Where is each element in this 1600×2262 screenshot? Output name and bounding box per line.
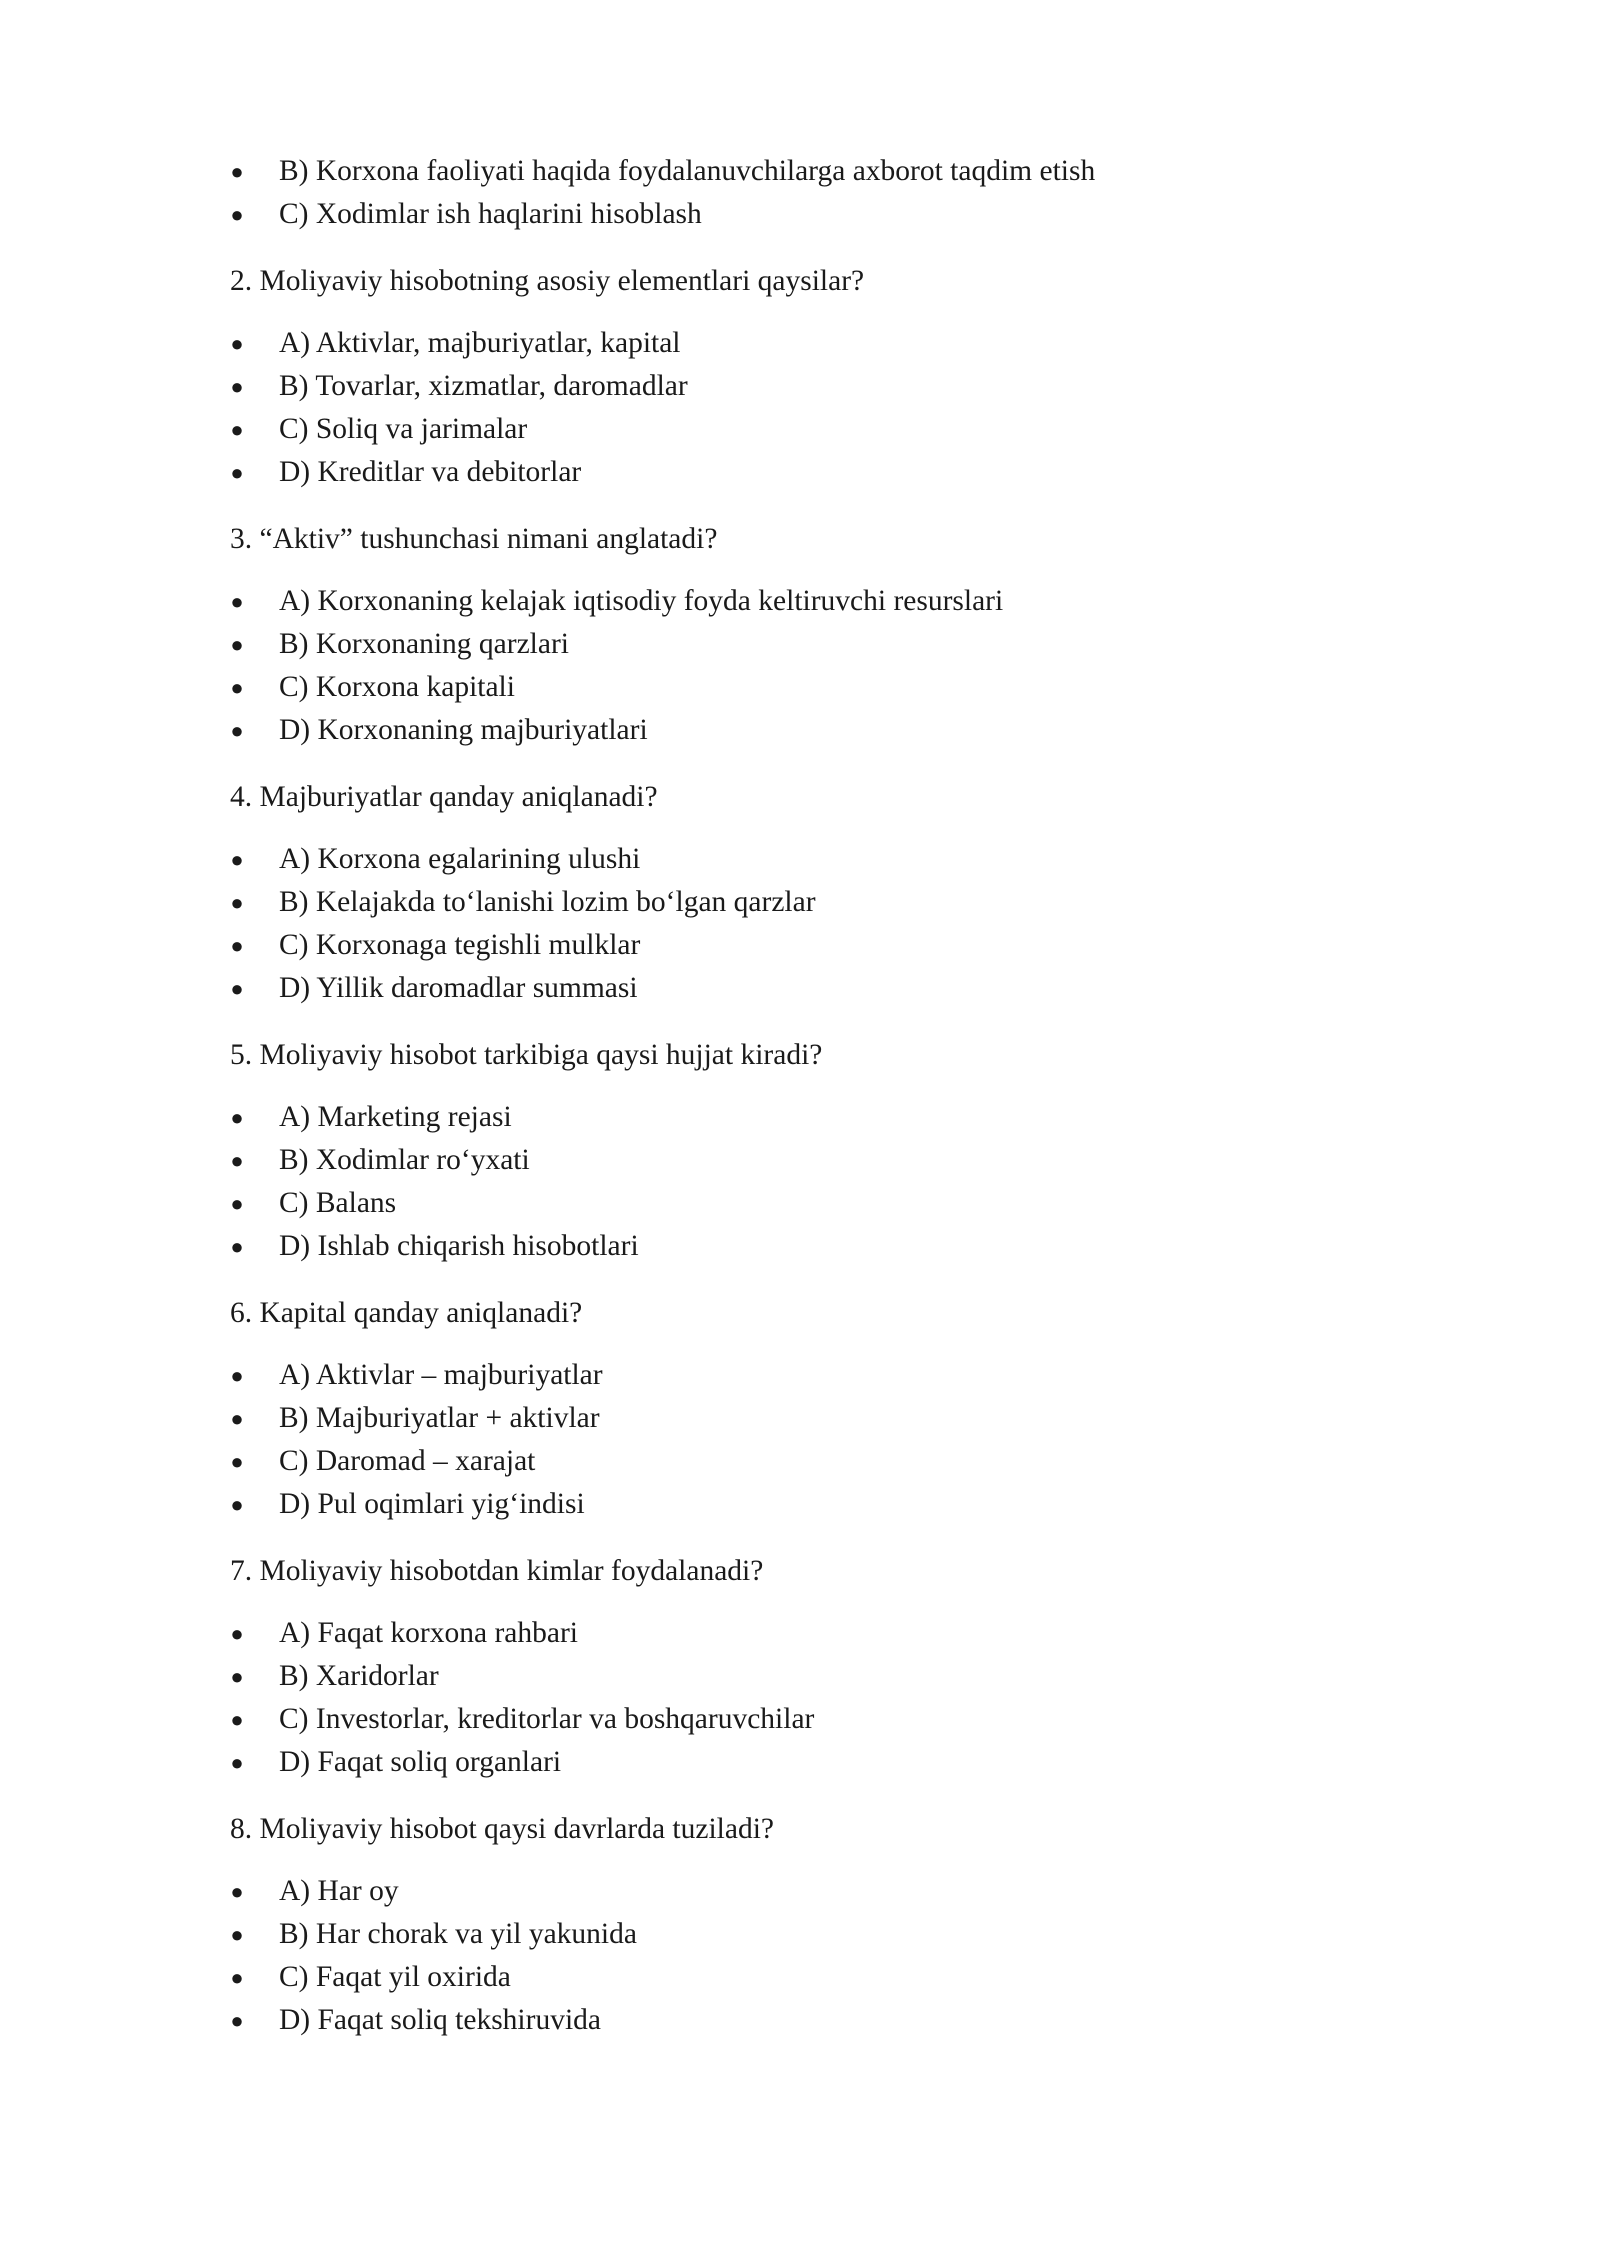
option-text: C) Korxonaga tegishli mulklar [279,929,641,961]
question-text: 8. Moliyaviy hisobot qaysi davrlarda tuziladi? [230,1813,774,1845]
list-item [230,838,1430,881]
list-item [230,1483,1430,1526]
bullet-icon: ● [230,1449,244,1474]
question-text: 3. “Aktiv” tushunchasi nimani anglatadi? [230,523,718,555]
list-item [230,451,1430,494]
option-text: A) Aktivlar – majburiyatlar [279,1359,603,1391]
list-item [230,1913,1430,1956]
bullet-icon: ● [230,159,244,184]
option-text: C) Faqat yil oxirida [279,1961,511,1993]
list-item [230,193,1430,236]
bullet-icon: ● [230,976,244,1001]
option-text: A) Har oy [279,1875,399,1907]
bullet-icon: ● [230,933,244,958]
option-list [230,580,1430,752]
bullet-icon: ● [230,1664,244,1689]
list-item [230,1870,1430,1913]
list-item [230,1741,1430,1784]
list-item [230,1096,1430,1139]
list-item [230,1999,1430,2042]
option-text: B) Xodimlar ro‘yxati [279,1144,530,1176]
option-text: C) Soliq va jarimalar [279,413,528,445]
question-text: 2. Moliyaviy hisobotning asosiy elementlari qaysilar? [230,265,865,297]
option-text: C) Xodimlar ish haqlarini hisoblash [279,198,702,230]
bullet-icon: ● [230,589,244,614]
option-text: D) Pul oqimlari yig‘indisi [279,1488,585,1520]
bullet-icon: ● [230,1148,244,1173]
option-text: B) Xaridorlar [279,1660,439,1692]
option-text: A) Korxonaning kelajak iqtisodiy foyda keltiruvchi resurslari [279,585,1004,617]
option-text: D) Ishlab chiqarish hisobotlari [279,1230,639,1262]
option-list [230,1612,1430,1784]
bullet-icon: ● [230,1879,244,1904]
option-text: C) Daromad – xarajat [279,1445,536,1477]
bullet-icon: ● [230,675,244,700]
option-text: A) Korxona egalarining ulushi [279,843,641,875]
option-text: D) Kreditlar va debitorlar [279,456,582,488]
option-text: B) Korxona faoliyati haqida foydalanuvchilarga axborot taqdim etish [279,155,1096,187]
continued-option-list [230,150,1430,236]
option-text: B) Korxonaning qarzlari [279,628,569,660]
list-item [230,709,1430,752]
bullet-icon: ● [230,2008,244,2033]
list-item [230,967,1430,1010]
bullet-icon: ● [230,847,244,872]
list-item [230,1139,1430,1182]
bullet-icon: ● [230,1492,244,1517]
bullet-icon: ● [230,1750,244,1775]
bullet-icon: ● [230,1707,244,1732]
list-item [230,1655,1430,1698]
bullet-icon: ● [230,1965,244,1990]
list-item [230,881,1430,924]
bullet-icon: ● [230,331,244,356]
option-list [230,1870,1430,2042]
option-text: C) Investorlar, kreditorlar va boshqaruvchilar [279,1703,815,1735]
bullet-icon: ● [230,1406,244,1431]
bullet-icon: ● [230,1105,244,1130]
bullet-icon: ● [230,1234,244,1259]
option-list [230,838,1430,1010]
list-item [230,1612,1430,1655]
list-item [230,150,1430,193]
list-item [230,666,1430,709]
bullet-icon: ● [230,1363,244,1388]
question-text: 7. Moliyaviy hisobotdan kimlar foydalanadi? [230,1555,764,1587]
list-item [230,924,1430,967]
list-item [230,1698,1430,1741]
list-item [230,365,1430,408]
option-text: D) Faqat soliq organlari [279,1746,562,1778]
option-text: D) Faqat soliq tekshiruvida [279,2004,601,2036]
question-text: 6. Kapital qanday aniqlanadi? [230,1297,583,1329]
option-text: B) Tovarlar, xizmatlar, daromadlar [279,370,688,402]
option-text: B) Majburiyatlar + aktivlar [279,1402,600,1434]
bullet-icon: ● [230,632,244,657]
question-text: 4. Majburiyatlar qanday aniqlanadi? [230,781,658,813]
option-list [230,1096,1430,1268]
list-item [230,623,1430,666]
list-item [230,1354,1430,1397]
list-item [230,1397,1430,1440]
bullet-icon: ● [230,202,244,227]
list-item [230,408,1430,451]
bullet-icon: ● [230,718,244,743]
option-text: C) Korxona kapitali [279,671,515,703]
option-list [230,322,1430,494]
option-text: A) Faqat korxona rahbari [279,1617,578,1649]
list-item [230,1440,1430,1483]
bullet-icon: ● [230,460,244,485]
bullet-icon: ● [230,417,244,442]
bullet-icon: ● [230,374,244,399]
option-list [230,1354,1430,1526]
list-item [230,1225,1430,1268]
document-content [230,150,1430,2042]
bullet-icon: ● [230,1922,244,1947]
option-text: C) Balans [279,1187,397,1219]
bullet-icon: ● [230,1191,244,1216]
option-text: B) Har chorak va yil yakunida [279,1918,637,1950]
list-item [230,1956,1430,1999]
option-text: D) Yillik daromadlar summasi [279,972,638,1004]
option-text: A) Aktivlar, majburiyatlar, kapital [279,327,681,359]
bullet-icon: ● [230,890,244,915]
question-text: 5. Moliyaviy hisobot tarkibiga qaysi hujjat kiradi? [230,1039,823,1071]
option-text: D) Korxonaning majburiyatlari [279,714,648,746]
list-item [230,322,1430,365]
option-text: B) Kelajakda to‘lanishi lozim bo‘lgan qarzlar [279,886,816,918]
list-item [230,580,1430,623]
option-text: A) Marketing rejasi [279,1101,512,1133]
list-item [230,1182,1430,1225]
bullet-icon: ● [230,1621,244,1646]
